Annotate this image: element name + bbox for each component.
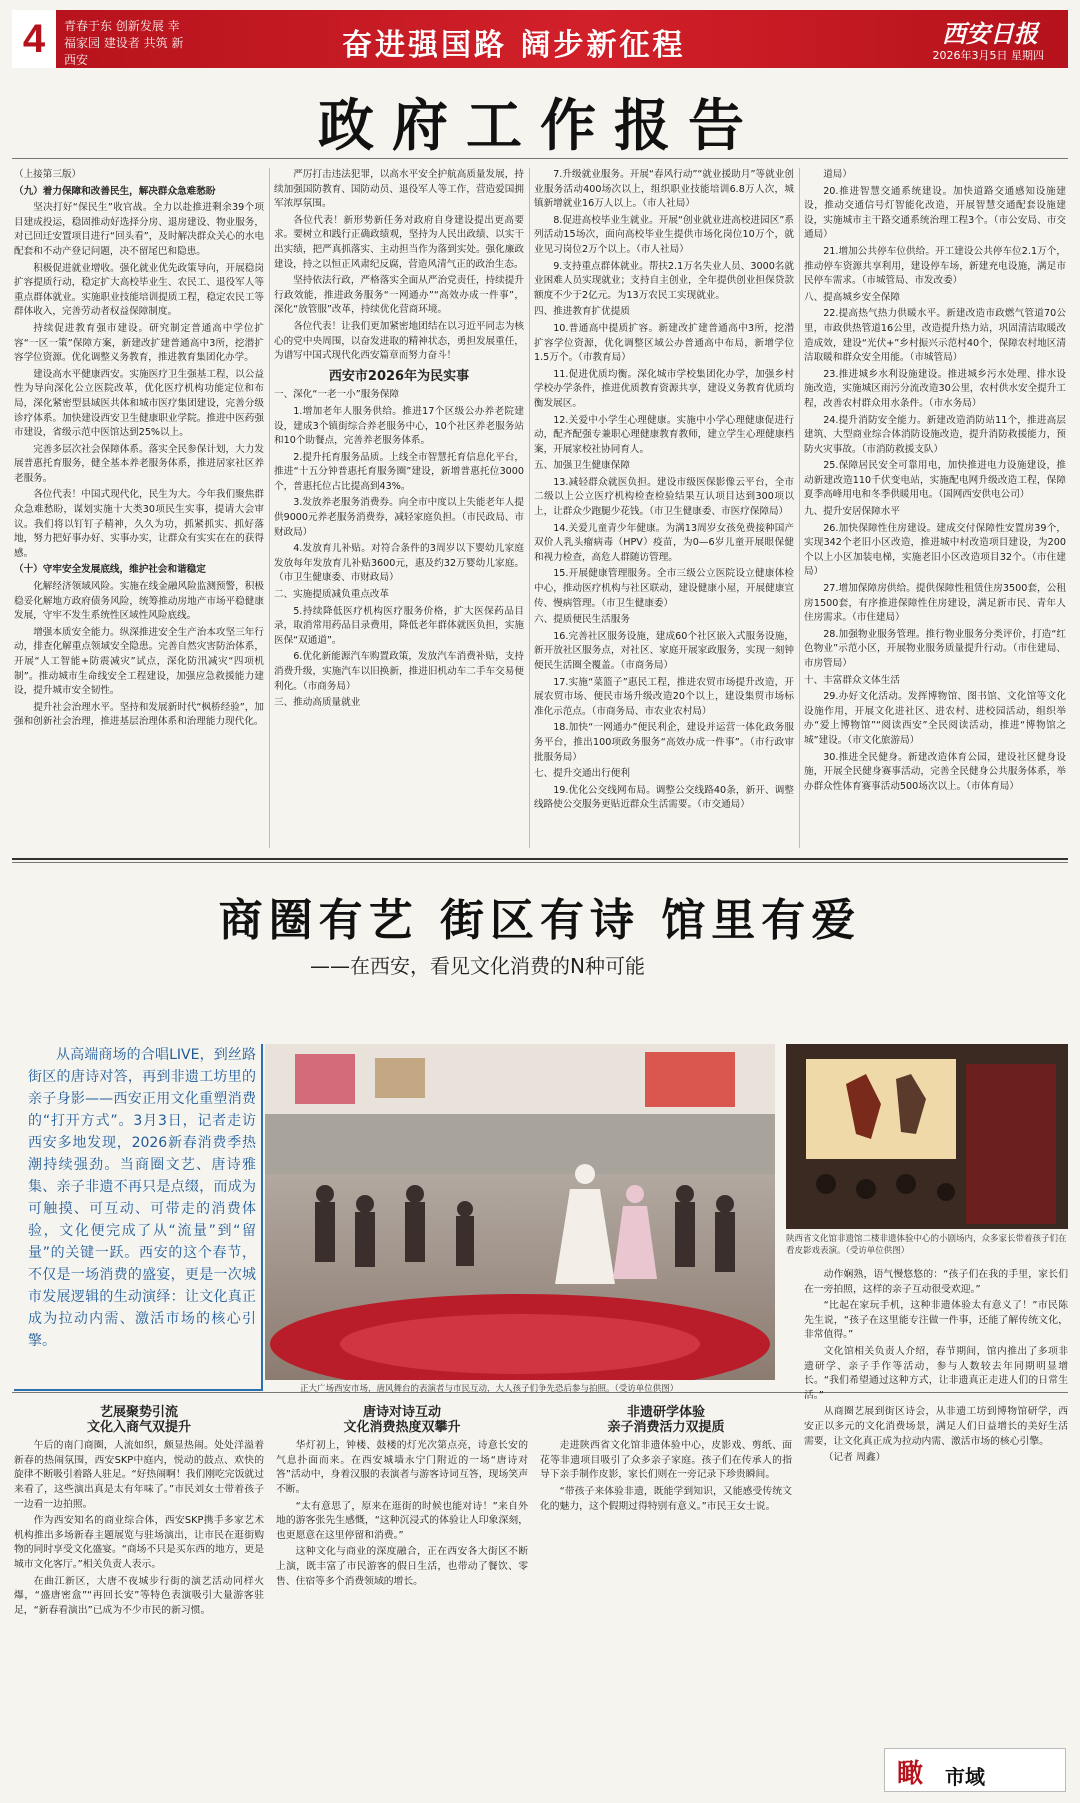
paragraph: 2.提升托育服务品质。上线全市智慧托育信息化平台，推进“十五分钟普惠托育服务圈”建设，新增普惠托位3000个，普惠托位占比提高到43%。: [274, 451, 524, 492]
report-column-4: [804, 168, 1066, 848]
paragraph: 15.开展健康管理服务。全市三级公立医院设立健康体检中心，推动医疗机构与社区联动，建设健康小屋，开展健康宣传、慢病管理。（市卫生健康委）: [534, 568, 794, 609]
feature-title: 商圈有艺 街区有诗 馆里有爱: [218, 895, 862, 946]
paragraph: 这种文化与商业的深度融合，正在西安各大街区不断上演，既丰富了市民游客的假日生活，也带动了餐饮、零售、住宿等多个消费领域的增长。: [276, 1546, 528, 1587]
feature-column-2: [276, 1400, 528, 1796]
column-divider: [269, 168, 270, 848]
paragraph: 增强本质安全能力。纵深推进安全生产治本攻坚三年行动，排查化解重点领域安全隐患。完善自然灾害防治体系，开展“人工智能+防震减灾”试点，深化防汛减灾“四项机制”。推动城市生命线安全工程建设，加强应急救援能力建设，提升城市安全韧性。: [14, 626, 264, 697]
section-heading: 唐诗对诗互动 文化消费热度双攀升: [343, 1405, 461, 1435]
paragraph: 20.推进智慧交通系统建设。加快道路交通感知设施建设，推动交通信号灯智能化改造，开展智慧交通配套设施建设，实施城市主干路交通系统治理工程3个。（市公安局、市交通局）: [804, 185, 1066, 241]
column-divider: [529, 168, 530, 848]
feature-lead-text: 从高端商场的合唱LIVE，到丝路街区的唐诗对答，再到非遗工坊里的亲子身影——西安正用文化重塑消费的“打开方式”。3月3日，记者走访西安多地发现，2026新春消费季热潮持续强劲。当商圈文艺、唐诗雅集、亲子非遗不再只是点缀，而成为可触摸、可互动、可带走的消费体验，文化便完成了从“流量”到“留量”的关键一跃。西安的这个春节，不仅是一场消费的盛宴，更是一次城市发展逻辑的生动演绎：让文化真正成为拉动内需、激活市场的核心引擎。: [28, 1047, 256, 1349]
paragraph: 22.提高热气热力供暖水平。新建改造市政燃气管道70公里，市政供热管道16公里，改造提升热力站，巩固清洁取暖改造成效，建设“光伏+”乡村振兴示范村40个，保障农村地区清洁取暖和群众安全用能。（市城管局）: [804, 308, 1066, 364]
paragraph: 三、推动高质量就业: [274, 697, 361, 709]
header-slogan-small: 青春于东 创新发展 幸福家园 建设者 共筑 新西安: [64, 19, 184, 67]
paragraph: （十）守牢安全发展底线，维护社会和谐稳定: [14, 564, 206, 576]
paragraph: “带孩子来体验非遗，既能学到知识，又能感受传统文化的魅力，这个假期过得特别有意义。”市民王女士说。: [540, 1485, 792, 1512]
section-heading: 艺展聚势引流 文化入商气双提升: [86, 1405, 191, 1435]
mall-performance-photo: [265, 1044, 775, 1380]
section-heading: 非遗研学体验 亲子消费活力双提质: [607, 1405, 725, 1435]
paragraph: 化解经济领域风险。实施在线金融风险监测预警，积极稳妥化解地方政府债务风险，统筹推动房地产市场平稳健康发展，守牢不发生系统性区域性风险底线。: [14, 581, 264, 622]
paragraph: 持续促进教育强市建设。研究制定普通高中学位扩容“一区一策”保障方案，新建改扩建普通高中3所，挖潜扩容学位资源。优化调整义务教育，推进教育集团化办学。: [14, 322, 264, 364]
paragraph: 7.升级就业服务。开展“春风行动”“就业援助月”等就业创业服务活动400场次以上，组织职业技能培训6.8万人次，城镇新增就业16万人以上。（市人社局）: [534, 169, 794, 210]
issue-date: 2026年3月5日 星期四: [932, 49, 1044, 62]
section-divider: [12, 858, 1068, 860]
paragraph: 文化馆相关负责人介绍，春节期间，馆内推出了多项非遗研学、亲子手作等活动，参与人数较去年同期明显增长。“我们希望通过这种方式，让非遗真正走进人们的日常生活。”: [804, 1345, 1068, 1401]
paragraph: 17.实施“菜篮子”惠民工程，推进农贸市场提升改造，开展农贸市场、便民市场升级改造20个以上，建设集贸市场标准化示范点。（市商务局、市农业农村局）: [534, 676, 794, 717]
paragraph: 走进陕西省文化馆非遗体验中心，皮影戏、剪纸、面花等非遗项目吸引了众多亲子家庭。孩子们在传承人的指导下亲手制作皮影，家长们则在一旁记录下珍贵瞬间。: [540, 1440, 792, 1481]
paragraph: 5.持续降低医疗机构医疗服务价格，扩大医保药品目录，取消常用药品目录费用，降低老年群体就医负担，实施医保“双通道”。: [274, 605, 524, 646]
paragraph: 提升社会治理水平。坚持和发展新时代“枫桥经验”，加强和创新社会治理，推进基层治理体系和治理能力现代化。: [14, 701, 264, 728]
paragraph: “比起在家玩手机，这种非遗体验太有意义了！”市民陈先生说，“孩子在这里能专注做一件事，还能了解传统文化，非常值得。”: [804, 1300, 1068, 1341]
paragraph: 4.发放育儿补贴。对符合条件的3周岁以下婴幼儿家庭发放每年发放育儿补贴3600元，惠及约32万婴幼儿家庭。（市卫生健康委、市财政局）: [274, 543, 524, 584]
paragraph: 各位代表！新形势新任务对政府自身建设提出更高要求。要树立和践行正确政绩观，坚持为人民出政绩、以实干出实绩，把严真抓落实、主动担当作为落到实处。强化廉政建设，持之以恒正风肃纪反腐，营造风清气正的政治生态。: [274, 214, 524, 270]
paragraph: 8.促进高校毕业生就业。开展“创业就业进高校进园区”系列活动15场次，面向高校毕业生提供市场化岗位10万个，就业见习岗位2万个以上。（市人社局）: [534, 214, 794, 255]
paragraph: “太有意思了，原来在逛街的时候也能对诗！”来自外地的游客张先生感慨，“这种沉浸式的体验让人印象深刻，也更愿意在这里停留和消费。”: [276, 1500, 528, 1541]
paragraph: 各位代表！让我们更加紧密地团结在以习近平同志为核心的党中央周围，以奋发进取的精神状态，勇担发展重任，为谱写中国式现代化西安篇章而努力奋斗！: [274, 320, 524, 362]
paragraph: 一、深化“一老一小”服务保障: [274, 389, 400, 401]
paragraph: 华灯初上，钟楼、鼓楼的灯光次第点亮，诗意长安的气息扑面而来。在西安城墙永宁门附近的一场“唐诗对答”活动中，身着汉服的表演者与游客诗词互答，现场笑声不断。: [276, 1440, 528, 1495]
paragraph: 四、推进教育扩优提质: [534, 306, 630, 318]
paragraph: 各位代表！中国式现代化，民生为大。今年我们聚焦群众急难愁盼，谋划实施十大类30项民生实事，提请大会审议。我们将以钉钉子精神，久久为功，抓紧抓实、抓好落地，努力把好事办好、实事办实，让群众有实实在在的获得感。: [14, 489, 264, 559]
paragraph: 1.增加老年人服务供给。推进17个区级公办养老院建设，建成3个镇街综合养老服务中心，10个社区养老服务站和10个助餐点，完善养老服务体系。: [274, 405, 524, 447]
paragraph: 五、加强卫生健康保障: [534, 460, 630, 472]
report-column-2: [274, 168, 524, 848]
paragraph: 3.发放养老服务消费券。向全市中度以上失能老年人提供9000元养老服务消费券，减轻家庭负担。（市民政局、市财政局）: [274, 497, 524, 538]
paragraph: 二、实施提质减负重点改革: [274, 589, 390, 601]
paragraph: 6.优化新能源汽车购置政策，发放汽车消费补贴，支持消费升级，实施汽车以旧换新，推进旧机动车二手车交易便利化。（市商务局）: [274, 651, 524, 692]
paragraph: 建设高水平健康西安。实施医疗卫生强基工程，以公益性为导向深化公立医院改革，优化医疗机构功能定位和布局，深化紧密型县域医共体和城市医疗集团建设，完善分级诊疗体系。加快建设西安卫生健康职业学院。推进中医药强市建设，省级示范中医馆达到25%以上。: [14, 368, 264, 439]
paragraph: 积极促进就业增收。强化就业优先政策导向，开展稳岗扩容提质行动，稳定扩大高校毕业生、农民工、退役军人等重点群体就业。实施职业技能培训提质工程，稳定农民工等群体收入，完善劳动者权益保障制度。: [14, 262, 264, 318]
paragraph: 24.提升消防安全能力。新建改造消防站11个，推进高层建筑、大型商业综合体消防设施改造，提升消防救援能力，预防火灾事故。（市消防救援支队）: [804, 414, 1066, 455]
report-title: 政府工作报告: [318, 93, 762, 159]
paragraph: 27.增加保障房供给。提供保障性租赁住房3500套，公租房1500套，有序推进保障性住房建设，满足新市民、青年人住房需求。（市住建局）: [804, 583, 1066, 624]
report-column-3: [534, 168, 794, 848]
paragraph: 十、丰富群众文体生活: [804, 674, 900, 686]
paragraph: 26.加快保障性住房建设。建成交付保障性安置房39个，实现342个老旧小区改造，推进城中村改造项目建设，为200个以上小区加装电梯，实施老旧小区改造项目32个。（市住建局）: [804, 522, 1066, 578]
photo2-caption: 陕西省文化馆非遗馆二楼非遗体验中心的小剧场内，众多家长带着孩子们在看皮影戏表演。（受访单位供图）: [786, 1234, 1067, 1256]
section-logo-mark: 瞰: [897, 1759, 924, 1789]
feature-lead-box: [14, 1044, 263, 1391]
paragraph: （记者 周鑫）: [823, 1452, 886, 1464]
section-divider: [12, 862, 1068, 863]
divider: [12, 158, 1068, 159]
feature-column-4: [804, 1268, 1068, 1742]
paragraph: 完善多层次社会保障体系。落实全民参保计划，大力发展普惠托育服务，健全基本养老服务体系，推进居家社区养老服务。: [14, 443, 264, 484]
feature-column-1: [14, 1400, 264, 1796]
paragraph: 9.支持重点群体就业。帮扶2.1万名失业人员、3000名就业困难人员实现就业；支持自主创业，全年提供创业担保贷款额度不少于2亿元。为13万农民工实现就业。: [534, 260, 794, 301]
paragraph: 10.普通高中提质扩容。新建改扩建普通高中3所，挖潜扩容学位资源，优化调整区域公办普通高中布局，新增学位1.5万个。（市教育局）: [534, 322, 794, 364]
paragraph: 13.减轻群众就医负担。建设市级医保影像云平台，全市二级以上公立医疗机构检查检验结果互认项目达到300项以上，让群众少跑腿少花钱。（市卫生健康委、市医疗保障局）: [534, 476, 794, 518]
section-logo: [884, 1748, 1066, 1792]
paragraph: （上接第三版）: [14, 169, 82, 180]
newspaper-logo: 西安日报: [942, 19, 1038, 48]
paragraph: （九）着力保障和改善民生，解决群众急难愁盼: [14, 185, 216, 197]
page-header-banner: [12, 10, 1068, 68]
paragraph: 六、提质便民生活服务: [534, 614, 630, 626]
paragraph: 严厉打击违法犯罪，以高水平安全护航高质量发展，持续加强国防教育、国防动员、退役军人等工作，营造爱国拥军浓厚氛围。: [274, 169, 524, 210]
paragraph: 道局）: [823, 169, 852, 180]
column-divider: [799, 168, 800, 848]
shadow-puppet-photo: [786, 1044, 1068, 1229]
paragraph: 九、提升安居保障水平: [804, 506, 900, 518]
paragraph: 16.完善社区服务设施，建成60个社区嵌入式服务设施，新开放社区服务点，对社区、家庭开展家政服务，实现一刻钟便民生活圈全覆盖。（市商务局）: [534, 630, 794, 671]
page-number: 4: [12, 10, 56, 68]
paragraph: 动作娴熟，语气慢悠悠的：“孩子们在我的手里，家长们在一旁拍照，这样的亲子互动很受欢迎。”: [804, 1269, 1068, 1295]
paragraph: 23.推进城乡水利设施建设。推进城乡污水处理、排水设施改造，实施城区雨污分流改造30公里，农村供水安全提升工程，改善农村群众用水条件。（市水务局）: [804, 368, 1066, 409]
paragraph: 12.关爱中小学生心理健康。实施中小学心理健康促进行动，配齐配强专兼职心理健康教育教师，建立学生心理健康档案，开展家校社协同育人。: [534, 414, 794, 455]
paragraph: 在曲江新区，大唐不夜城步行街的演艺活动同样火爆，“盛唐密盒”“再回长安”等特色表演吸引大量游客驻足，“新春看演出”已成为不少市民的新习惯。: [14, 1575, 264, 1616]
paragraph: 11.促进优质均衡。深化城市学校集团化办学，加强乡村学校办学条件，推进优质教育资源共享，建设义务教育优质均衡发展区。: [534, 368, 794, 409]
report-column-1: [14, 168, 264, 848]
header-slogan: 奋进强国路 阔步新征程: [342, 28, 686, 63]
paragraph: 19.优化公交线网布局。调整公交线路40条，新开、调整线路使公交服务更贴近群众生活需要。（市交通局）: [534, 784, 794, 811]
paragraph: 28.加强物业服务管理。推行物业服务分类评价，打造“红色物业”示范小区，开展物业服务质量提升行动。（市住建局、市房管局）: [804, 628, 1066, 669]
paragraph: 午后的南门商圈，人流如织，颇显热闹。处处洋溢着新春的热闹氛围，西安SKP中庭内，悦动的鼓点、欢快的旋律不断吸引着路人驻足。“好热闹啊！我们刚吃完饭就过来看了，这些演出真是太有年味了。”市民刘女士带着孩子一边看一边拍照。: [14, 1440, 264, 1510]
paragraph: 29.办好文化活动。发挥博物馆、图书馆、文化馆等文化设施作用，开展文化进社区、进农村、进校园活动，组织举办“爱上博物馆”“阅读西安”全民阅读活动，推进“博物馆之城”建设。（市文化旅游局）: [804, 691, 1066, 746]
feature-subtitle: ——在西安，看见文化消费的N种可能: [310, 954, 645, 978]
subsection-heading: 西安市2026年为民实事: [328, 368, 470, 384]
paragraph: 坚决打好“保民生”收官战。全力以赴推进剩余39个项目建成投运，稳固推动好选择分房、退房建设、物业服务，对已回迁安置项目进行“回头看”，及时解决群众关心的水电配套和不动产登记问题，决不留尾巴和隐患。: [14, 202, 264, 257]
paragraph: 25.保障居民安全可靠用电，加快推进电力设施建设，推动新建改造110千伏变电站，实施配电网升级改造工程，保障夏季高峰用电和冬季供暖用电。（国网西安供电公司）: [804, 460, 1066, 501]
section-logo-text: 市域: [945, 1765, 985, 1789]
paragraph: 八、提高城乡安全保障: [804, 291, 900, 303]
paragraph: 30.推进全民健身。新建改造体育公园，建设社区健身设施，开展全民健身赛事活动，完善全民健身公共服务体系，举办群众性体育赛事活动500场次以上。（市体育局）: [804, 751, 1066, 792]
paragraph: 作为西安知名的商业综合体，西安SKP携手多家艺术机构推出多场新春主题展览与驻场演出，让市民在逛街购物的同时享受文化盛宴。“商场不只是买东西的地方，更是城市文化客厅。”相关负责人表示。: [14, 1515, 264, 1570]
paragraph: 18.加快“一网通办”便民利企，建设并运营一体化政务服务平台，推出100项政务服务“高效办成一件事”。（市行政审批服务局）: [534, 722, 794, 763]
paragraph: 七、提升交通出行便利: [534, 768, 630, 780]
paragraph: 14.关爱儿童青少年健康。为满13周岁女孩免费接种国产双价人乳头瘤病毒（HPV）疫苗，为0—6岁儿童开展眼保健和视力检查，高危人群随访管理。: [534, 522, 794, 563]
feature-column-3: [540, 1400, 792, 1796]
paragraph: 坚持依法行政，严格落实全面从严治党责任，持续提升行政效能，推进政务服务“一网通办”“高效办成一件事”，深化“放管服”改革，持续优化营商环境。: [274, 275, 524, 316]
paragraph: 从商圈艺展到街区诗会，从非遗工坊到博物馆研学，西安正以多元的文化消费场景，满足人们日益增长的美好生活需要，让文化真正成为拉动内需、激活市场的核心引擎。: [804, 1406, 1068, 1447]
photo-caption: 正大广场西安市场，唐风舞台的表演者与市民互动，大人孩子们争先恐后参与拍照。（受访单位供图）: [300, 1384, 679, 1394]
paragraph: 21.增加公共停车位供给。开工建设公共停车位2.1万个，推动停车资源共享利用，建设停车场，新建充电设施，满足市民停车需求。（市城管局、市发改委）: [804, 245, 1066, 287]
